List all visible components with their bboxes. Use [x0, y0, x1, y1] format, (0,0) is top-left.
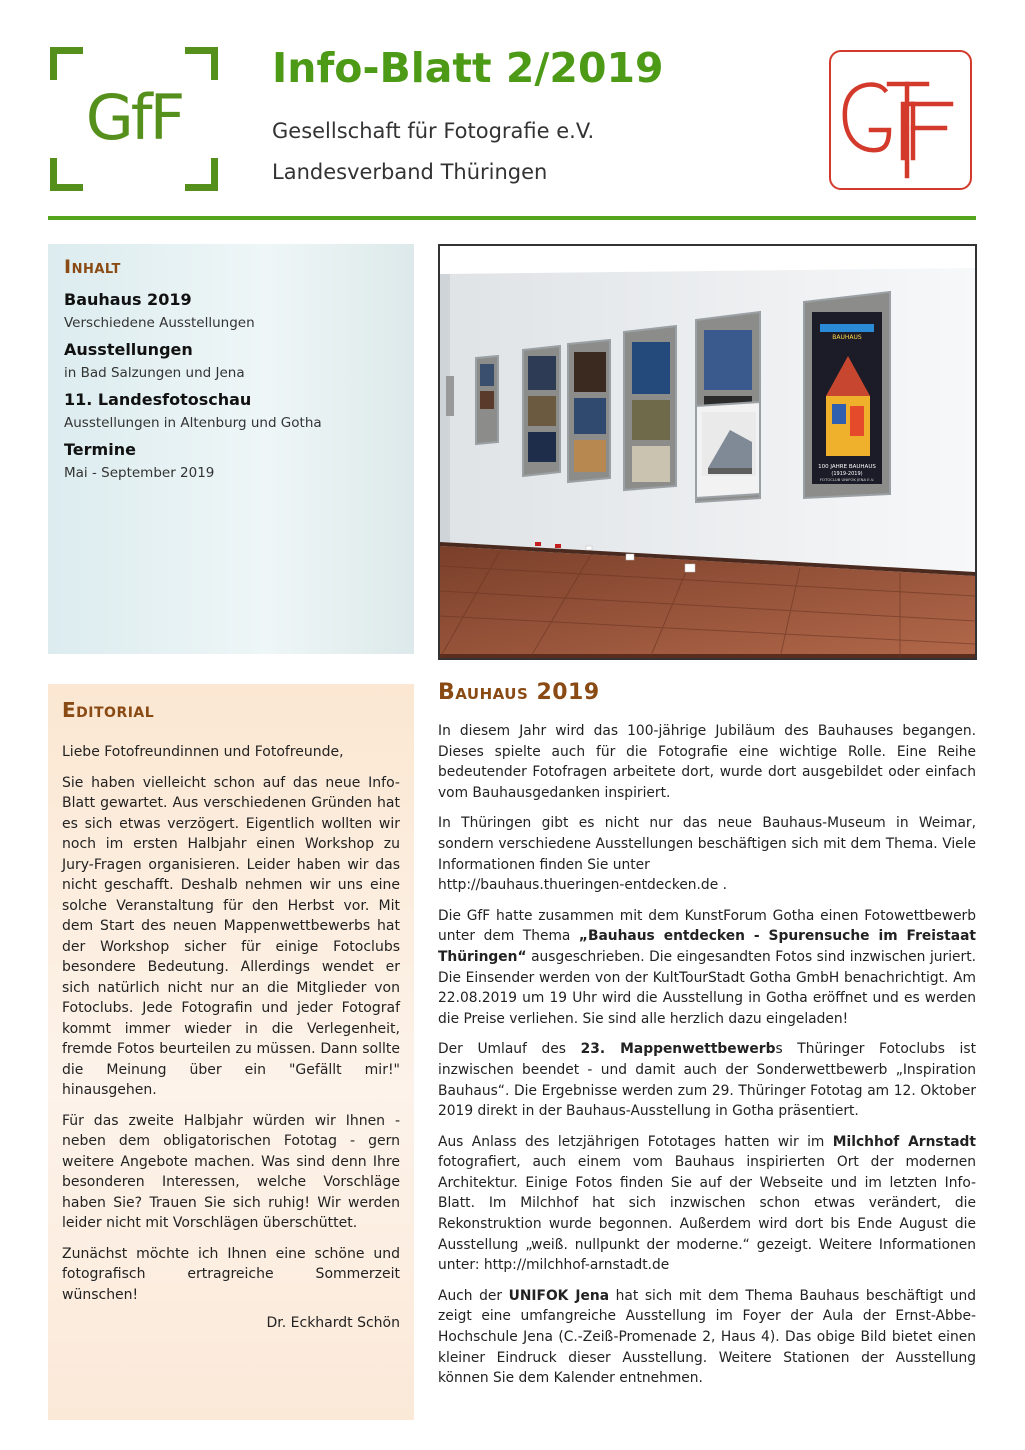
contents-item-sub: in Bad Salzungen und Jena: [64, 365, 245, 381]
contents-item: [64, 440, 398, 481]
article-paragraph: [438, 1039, 976, 1121]
article-text: In Thüringen gibt es nicht nur das neue Bauhaus-Museum in Weimar, sondern verschiedene Ausstellungen beschäftigen sich mit dem Thema. Viele Informationen finden Sie unter: [438, 815, 976, 873]
article-paragraph: [438, 813, 976, 895]
logo-corner: [50, 47, 83, 80]
contents-box: [48, 244, 414, 654]
contents-item-sub: Ausstellungen in Altenburg und Gotha: [64, 415, 322, 431]
logo-corner: [185, 47, 218, 80]
poster-title: BAUHAUS: [832, 334, 862, 341]
editorial-signature: Dr. Eckhardt Schön: [266, 1315, 400, 1331]
article-heading-text: Bauhaus 2019: [438, 680, 600, 705]
contents-item-title: Ausstellungen: [64, 340, 193, 359]
contents-item: [64, 340, 398, 381]
article-heading: [438, 680, 976, 705]
contents-item: [64, 290, 398, 331]
editorial-box: [48, 684, 414, 1420]
header-divider: [48, 216, 976, 220]
article-paragraph: [438, 1286, 976, 1389]
article-paragraph: [438, 906, 976, 1030]
article-bold-text: 23. Mappenwettbewerb: [580, 1041, 776, 1058]
article-text: hat sich mit dem Thema Bauhaus beschäftigt und zeigt eine umfangreiche Ausstellung im Foyer der Aula der Ernst-Abbe-Hochschule Jena (C.-Zeiß-Promenade 2, Haus 4). Das obige Bild bietet einen kleiner Eindruck dieser Ausstellung. Weitere Stationen der Ausstellung können Sie dem Kalender entnehmen.: [438, 1287, 976, 1387]
contents-heading: [64, 256, 398, 278]
contents-item-title: Bauhaus 2019: [64, 290, 192, 309]
article-bold-text: „Bauhaus entdecken - Spurensuche im Freistaat Thüringen“: [438, 928, 976, 965]
article-link[interactable]: http://bauhaus.thueringen-entdecken.de .: [438, 877, 727, 894]
article-bold-text: UNIFOK Jena: [508, 1287, 610, 1304]
logo-corner: [50, 158, 83, 191]
page-title: Info-Blatt 2/2019: [272, 44, 664, 92]
editorial-heading-text: Editorial: [62, 698, 155, 722]
logo-text: GfF: [85, 81, 183, 154]
contents-item-title: 11. Landesfotoschau: [64, 390, 252, 409]
editorial-paragraph: Sie haben vielleicht schon auf das neue Info-Blatt gewartet. Aus verschiedenen Gründen hat es sich etwas verzögert. Eigentlich wollten wir noch im ersten Halbjahr einen Workshop zu Jury-Fragen organisieren. Leider haben wir das nicht geschafft. Deshalb nehmen wir uns eine solche Veranstaltung für den Herbst vor. Mit dem Start des neuen Mappenwettbewerbs hat der Workshop sicher für einige Fotoclubs besondere Bedeutung. Allerdings wendet er sich natürlich nicht nur an die Mitglieder von Fotoclubs. Jede Fotografin und jeder Fotograf kommt immer wieder in die Verlegenheit, fremde Fotos beurteilen zu müssen. Dann sollte die Meinung über ein "Gefällt mir!" hinausgehen.: [62, 774, 400, 1098]
article-text: Die GfF hatte zusammen mit dem KunstForum Gotha einen Fotowettbewerb unter dem Thema: [438, 907, 976, 945]
article-text: s Thüringer Fotoclubs ist inzwischen beendet - und damit auch der Sonderwettbewerb „Inspiration Bauhaus“. Die Ergebnisse werden zum 29. Thüringer Fototag am 12. Oktober 2019 direkt in der Bauhaus-Ausstellung in Gotha präsentiert.: [438, 1041, 976, 1120]
logo-corner: [185, 158, 218, 191]
poster-line3: FOTOCLUB UNIFOK JENA E.V.: [819, 477, 875, 482]
article-bold-text: Milchhof Arnstadt: [832, 1133, 976, 1150]
article-text: Aus Anlass des letzjährigen Fototages hatten wir im: [438, 1133, 833, 1150]
poster-line1: 100 JAHRE BAUHAUS: [818, 464, 876, 470]
editorial-paragraph: Für das zweite Halbjahr würden wir Ihnen - neben dem obligatorischen Fototag - gern weitere Angebote machen. Was sind denn Ihre besonderen Interessen, welche Vorschläge haben Sie? Trauen Sie sich ruhig! Wir werden leider nicht mit Vorschlägen überschüttet.: [62, 1112, 400, 1231]
exhibition-photo-illustration: [440, 246, 975, 658]
gff-logo-green: [50, 47, 218, 191]
article-text: Der Umlauf des: [438, 1041, 581, 1058]
exhibition-photo: [438, 244, 977, 660]
poster-line2: (1919-2019): [831, 471, 863, 477]
gff-logo-red: [829, 50, 972, 190]
subtitle-region: Landesverband Thüringen: [272, 160, 548, 184]
article-text: ausgeschrieben. Die eingesandten Fotos sind inzwischen juriert. Die Einsender werden von der KultTourStadt Gotha GmbH benachrichtigt. Am 22.08.2019 um 19 Uhr wird die Ausstellung in Gotha eröffnet und es werden die Preise verliehen. Sie sind alle herzlich dazu eingeladen!: [438, 948, 976, 1027]
article-text: Auch der: [438, 1287, 509, 1304]
article-bauhaus: [438, 680, 976, 1399]
article-text: fotografiert, auch einem vom Bauhaus inspirierten Ort der modernen Architektur. Einige Fotos finden Sie auf der Webseite und im letzten Info-Blatt. Im Milchhof hat sich inzwischen schon etwas verändert, die Rekonstruktion wurde begonnen. Außerdem wird dort bis Ende August die Ausstellung „weiß. nullpunkt der moderne.“ gezeigt. Weitere Informationen unter: http://milchhof-arnstadt.de: [438, 1154, 976, 1274]
gff-monogram-icon: [831, 52, 970, 188]
contents-item-sub: Verschiedene Ausstellungen: [64, 315, 255, 331]
editorial-heading: [62, 698, 400, 722]
contents-item-sub: Mai - September 2019: [64, 465, 215, 481]
subtitle-organization: Gesellschaft für Fotografie e.V.: [272, 119, 595, 143]
article-paragraph: [438, 1132, 976, 1276]
editorial-paragraph: Zunächst möchte ich Ihnen eine schöne und fotografisch ertragreiche Sommerzeit wünschen!: [62, 1245, 400, 1303]
editorial-paragraph: Liebe Fotofreundinnen und Fotofreunde,: [62, 744, 344, 760]
contents-item: [64, 390, 398, 431]
contents-heading-text: Inhalt: [64, 256, 121, 278]
article-paragraph: In diesem Jahr wird das 100-jährige Jubiläum des Bauhauses begangen. Dieses spielte auch für die Fotografie eine wichtige Rolle. Eine Reihe bedeutender Fotofragen arbeitete dort, wurde dort ausgebildet oder einfach vom Bauhausgedanken inspiriert.: [438, 723, 976, 801]
contents-item-title: Termine: [64, 440, 136, 459]
